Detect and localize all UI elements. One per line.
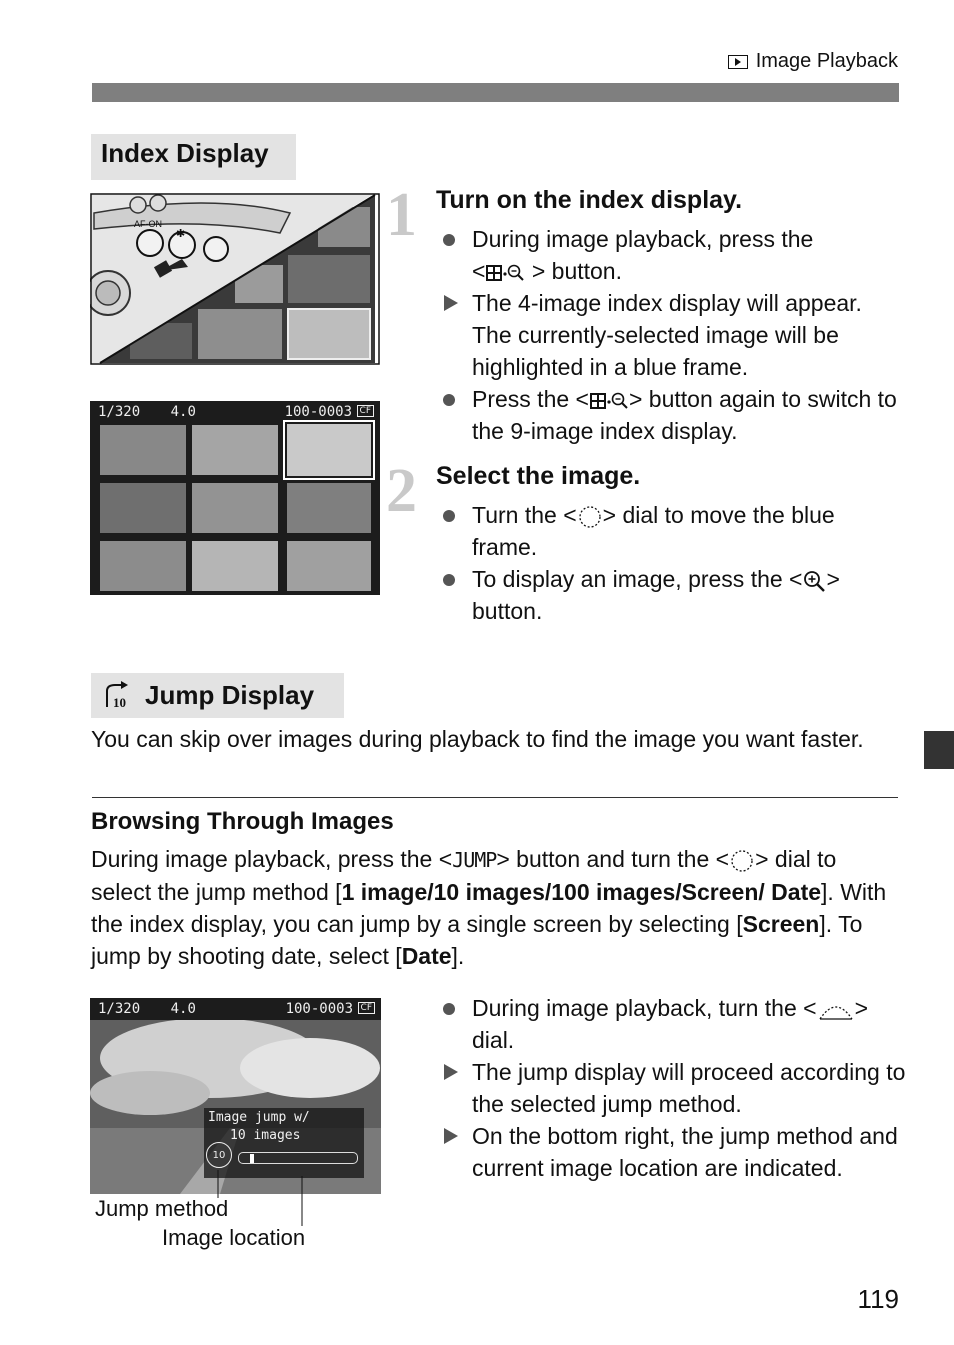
paragraph-text: ]. — [451, 943, 465, 969]
index-grid-icon — [589, 392, 611, 410]
bullet-text: During image playback, turn the < — [472, 995, 817, 1021]
lcd-file-number: 100-0003 — [284, 404, 352, 420]
bullet-text: > button. — [531, 258, 622, 284]
caption-jump-method: Jump method — [95, 1196, 229, 1221]
svg-text:✱: ✱ — [176, 227, 186, 240]
zoom-out-icon — [611, 392, 629, 410]
subsection-heading: Browsing Through Images — [91, 808, 394, 835]
screen-option: Screen — [742, 911, 820, 937]
list-item — [436, 563, 906, 627]
card-icon: CF — [358, 1002, 375, 1014]
section-divider — [92, 797, 898, 798]
paragraph-text: > dial to select the jump method [ — [91, 846, 837, 905]
card-icon: CF — [357, 405, 374, 417]
page-number: 119 — [857, 1284, 899, 1314]
bullet-text: During image playback, press the — [472, 226, 814, 252]
playback-icon — [728, 55, 748, 69]
browsing-paragraph — [91, 843, 901, 972]
step-title-2: Select the image. — [436, 462, 641, 490]
list-item: During image playback, press the < > button. — [436, 223, 906, 287]
lcd-aperture: 4.0 — [170, 1001, 196, 1017]
camera-illustration — [90, 193, 380, 365]
step-number-1: 1 — [386, 181, 417, 249]
section-label-jump — [91, 673, 344, 718]
step-number-2: 2 — [386, 457, 417, 525]
list-item — [436, 1056, 906, 1120]
bullet-text: > button. — [472, 566, 840, 624]
step1-bullets — [436, 223, 906, 447]
jump-overlay-method: 10 images — [230, 1128, 301, 1143]
zoom-in-icon — [803, 570, 827, 592]
jump-icon — [101, 681, 137, 711]
paragraph-text: ]. To jump by shooting date, select [ — [91, 911, 863, 969]
lcd-shutter: 1/320 — [98, 404, 141, 420]
step-title-1: Turn on the index display. — [436, 186, 743, 214]
jump-overlay-title: Image jump w/ — [208, 1110, 310, 1125]
bullet-text: To display an image, press the < — [472, 566, 803, 592]
lcd-aperture: 4.0 — [170, 404, 196, 420]
jump-method-badge: 10 — [206, 1142, 232, 1168]
lcd-info-text — [98, 1001, 196, 1017]
section-label-index — [91, 134, 296, 180]
bullet-text: On the bottom right, the jump method and current image location are indicated. — [472, 1123, 898, 1181]
jump-intro: You can skip over images during playback to find the image you want faster. — [91, 726, 864, 752]
bullet-text: The 4-image index display will appear. The currently-selected image will be highlighted in a blue frame. — [472, 290, 862, 380]
bullet-text: > button again to switch to the 9-image index display. — [472, 386, 897, 444]
list-item — [436, 383, 906, 447]
header-title: Image Playback — [755, 50, 898, 72]
list-item — [436, 287, 906, 383]
bullet-text: Turn the < — [472, 502, 577, 528]
paragraph-text: > button and turn the < — [496, 846, 730, 872]
section-label-text: Jump Display — [145, 680, 315, 710]
header-rule — [92, 83, 899, 102]
step2-bullets — [436, 499, 906, 627]
paragraph-text: ]. With the index display, you can jump by a single screen by selecting [ — [91, 879, 887, 937]
bullet-text: Press the < — [472, 386, 589, 412]
chapter-tab — [924, 731, 954, 769]
bullet-text: > dial to move the blue frame. — [472, 502, 835, 560]
index-grid-icon — [485, 264, 507, 282]
quick-control-dial-icon — [729, 849, 755, 873]
svg-text:10: 10 — [113, 694, 126, 710]
lcd-shutter: 1/320 — [98, 1001, 141, 1017]
caption-image-location: Image location — [162, 1225, 306, 1250]
jump-button-label: JUMP — [452, 848, 497, 872]
jump-bullets — [436, 992, 906, 1184]
date-option: Date — [401, 943, 452, 969]
bullet-text: The jump display will proceed according to the selected jump method. — [472, 1059, 906, 1117]
section-label-text: Index Display — [101, 138, 269, 168]
main-dial-icon — [817, 999, 855, 1021]
list-item — [436, 1120, 906, 1184]
index-grid — [90, 401, 380, 595]
jump-methods: 1 image/10 images/100 images/Screen/ Date — [341, 879, 822, 905]
bullet-text: > dial. — [472, 995, 868, 1053]
lcd-file-number: 100-0003 — [285, 1001, 353, 1017]
lcd-index-screen — [90, 401, 380, 595]
quick-control-dial-icon — [577, 505, 603, 529]
list-item — [436, 992, 906, 1056]
running-header — [728, 50, 898, 73]
paragraph-text: During image playback, press the < — [91, 846, 453, 872]
list-item — [436, 499, 906, 563]
svg-text:AF-ON: AF-ON — [134, 219, 162, 229]
zoom-out-icon — [507, 264, 525, 282]
